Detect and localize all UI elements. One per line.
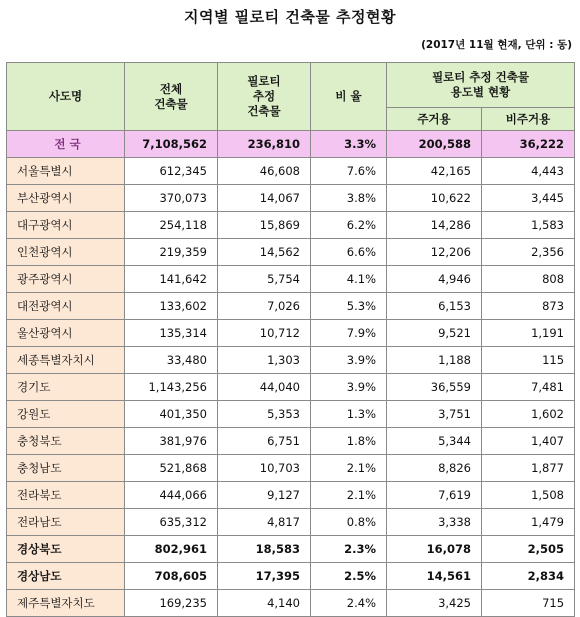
- header-ratio: 비 율: [311, 63, 387, 131]
- cell-nonresidential: 1,602: [482, 401, 575, 428]
- cell-total: 370,073: [125, 185, 218, 212]
- cell-nonresidential: 4,443: [482, 158, 575, 185]
- cell-total: 802,961: [125, 536, 218, 563]
- table-row: [7, 320, 575, 347]
- table-row: [7, 482, 575, 509]
- cell-total: 612,345: [125, 158, 218, 185]
- cell-region: 경상남도: [7, 563, 125, 590]
- cell-ratio: 1.3%: [311, 401, 387, 428]
- table-row: [7, 536, 575, 563]
- header-piloti-line2: 추정: [252, 89, 276, 103]
- cell-residential: 3,338: [387, 509, 482, 536]
- cell-total: 521,868: [125, 455, 218, 482]
- cell-residential: 3,751: [387, 401, 482, 428]
- cell-region: 충청북도: [7, 428, 125, 455]
- cell-piloti: 14,562: [218, 239, 311, 266]
- header-use: [387, 63, 575, 108]
- cell-ratio: 6.6%: [311, 239, 387, 266]
- unit-note: (2017년 11월 현재, 단위 : 동): [421, 39, 572, 51]
- cell-ratio: 3.9%: [311, 347, 387, 374]
- cell-ratio: 3.9%: [311, 374, 387, 401]
- total-residential: 200,588: [387, 131, 482, 158]
- cell-nonresidential: 2,505: [482, 536, 575, 563]
- cell-residential: 36,559: [387, 374, 482, 401]
- cell-region: 경상북도: [7, 536, 125, 563]
- total-row: [7, 131, 575, 158]
- cell-piloti: 1,303: [218, 347, 311, 374]
- cell-residential: 9,521: [387, 320, 482, 347]
- cell-ratio: 4.1%: [311, 266, 387, 293]
- cell-total: 635,312: [125, 509, 218, 536]
- cell-piloti: 15,869: [218, 212, 311, 239]
- cell-piloti: 7,026: [218, 293, 311, 320]
- table-row: [7, 428, 575, 455]
- cell-piloti: 4,140: [218, 590, 311, 617]
- cell-ratio: 2.4%: [311, 590, 387, 617]
- cell-nonresidential: 715: [482, 590, 575, 617]
- cell-total: 169,235: [125, 590, 218, 617]
- cell-region: 강원도: [7, 401, 125, 428]
- cell-residential: 6,153: [387, 293, 482, 320]
- cell-ratio: 2.3%: [311, 536, 387, 563]
- table-body: [7, 131, 575, 617]
- cell-nonresidential: 1,877: [482, 455, 575, 482]
- cell-total: 444,066: [125, 482, 218, 509]
- cell-ratio: 3.8%: [311, 185, 387, 212]
- total-region: 전 국: [7, 131, 125, 158]
- header-use-line1: 필로티 추정 건축물: [432, 70, 529, 84]
- cell-nonresidential: 115: [482, 347, 575, 374]
- table-row: [7, 455, 575, 482]
- cell-piloti: 46,608: [218, 158, 311, 185]
- header-total: [125, 63, 218, 131]
- cell-piloti: 18,583: [218, 536, 311, 563]
- cell-region: 인천광역시: [7, 239, 125, 266]
- cell-piloti: 5,353: [218, 401, 311, 428]
- cell-region: 제주특별자치도: [7, 590, 125, 617]
- cell-piloti: 9,127: [218, 482, 311, 509]
- cell-nonresidential: 3,445: [482, 185, 575, 212]
- header-piloti: [218, 63, 311, 131]
- cell-ratio: 7.6%: [311, 158, 387, 185]
- header-use-line2: 용도별 현황: [450, 85, 511, 99]
- cell-region: 충청남도: [7, 455, 125, 482]
- cell-region: 대구광역시: [7, 212, 125, 239]
- cell-nonresidential: 2,834: [482, 563, 575, 590]
- table-row: [7, 266, 575, 293]
- cell-ratio: 1.8%: [311, 428, 387, 455]
- total-piloti: 236,810: [218, 131, 311, 158]
- table-row: [7, 563, 575, 590]
- cell-ratio: 6.2%: [311, 212, 387, 239]
- cell-ratio: 2.1%: [311, 455, 387, 482]
- total-ratio: 3.3%: [311, 131, 387, 158]
- cell-nonresidential: 1,191: [482, 320, 575, 347]
- total-nonresidential: 36,222: [482, 131, 575, 158]
- cell-nonresidential: 2,356: [482, 239, 575, 266]
- cell-total: 219,359: [125, 239, 218, 266]
- table-row: [7, 212, 575, 239]
- cell-residential: 4,946: [387, 266, 482, 293]
- cell-region: 전라북도: [7, 482, 125, 509]
- cell-ratio: 2.1%: [311, 482, 387, 509]
- table-row: [7, 293, 575, 320]
- cell-region: 경기도: [7, 374, 125, 401]
- cell-piloti: 10,712: [218, 320, 311, 347]
- cell-ratio: 2.5%: [311, 563, 387, 590]
- table-row: [7, 374, 575, 401]
- cell-residential: 16,078: [387, 536, 482, 563]
- cell-residential: 42,165: [387, 158, 482, 185]
- cell-total: 708,605: [125, 563, 218, 590]
- cell-residential: 12,206: [387, 239, 482, 266]
- cell-residential: 14,286: [387, 212, 482, 239]
- cell-ratio: 7.9%: [311, 320, 387, 347]
- cell-nonresidential: 1,479: [482, 509, 575, 536]
- cell-region: 서울특별시: [7, 158, 125, 185]
- table-row: [7, 347, 575, 374]
- piloti-building-table: [6, 62, 575, 617]
- cell-total: 1,143,256: [125, 374, 218, 401]
- cell-total: 135,314: [125, 320, 218, 347]
- cell-piloti: 5,754: [218, 266, 311, 293]
- cell-region: 전라남도: [7, 509, 125, 536]
- cell-piloti: 10,703: [218, 455, 311, 482]
- table-row: [7, 158, 575, 185]
- header-region: 사도명: [7, 63, 125, 131]
- cell-nonresidential: 1,407: [482, 428, 575, 455]
- cell-residential: 3,425: [387, 590, 482, 617]
- table-row: [7, 239, 575, 266]
- cell-residential: 8,826: [387, 455, 482, 482]
- header-total-line2: 건축물: [154, 96, 188, 111]
- cell-piloti: 14,067: [218, 185, 311, 212]
- cell-residential: 1,188: [387, 347, 482, 374]
- cell-residential: 7,619: [387, 482, 482, 509]
- table-row: [7, 185, 575, 212]
- cell-nonresidential: 873: [482, 293, 575, 320]
- table-row: [7, 401, 575, 428]
- header-piloti-line1: 필로티: [247, 74, 281, 88]
- header-residential: 주거용: [387, 108, 482, 131]
- cell-nonresidential: 1,508: [482, 482, 575, 509]
- cell-region: 광주광역시: [7, 266, 125, 293]
- cell-piloti: 17,395: [218, 563, 311, 590]
- table-row: [7, 590, 575, 617]
- cell-nonresidential: 1,583: [482, 212, 575, 239]
- cell-piloti: 44,040: [218, 374, 311, 401]
- header-nonresidential: 비주거용: [482, 108, 575, 131]
- cell-residential: 14,561: [387, 563, 482, 590]
- cell-nonresidential: 7,481: [482, 374, 575, 401]
- cell-region: 부산광역시: [7, 185, 125, 212]
- cell-total: 254,118: [125, 212, 218, 239]
- cell-piloti: 4,817: [218, 509, 311, 536]
- cell-ratio: 5.3%: [311, 293, 387, 320]
- cell-region: 대전광역시: [7, 293, 125, 320]
- cell-total: 133,602: [125, 293, 218, 320]
- cell-residential: 10,622: [387, 185, 482, 212]
- page-title: 지역별 필로티 건축물 추정현황: [183, 8, 397, 26]
- cell-piloti: 6,751: [218, 428, 311, 455]
- cell-total: 381,976: [125, 428, 218, 455]
- cell-region: 세종특별자치시: [7, 347, 125, 374]
- cell-nonresidential: 808: [482, 266, 575, 293]
- cell-total: 141,642: [125, 266, 218, 293]
- cell-total: 33,480: [125, 347, 218, 374]
- header-piloti-line3: 건축물: [247, 104, 281, 118]
- header-total-line1: 전체: [159, 81, 183, 96]
- cell-total: 401,350: [125, 401, 218, 428]
- cell-region: 울산광역시: [7, 320, 125, 347]
- table-row: [7, 509, 575, 536]
- total-all: 7,108,562: [125, 131, 218, 158]
- cell-ratio: 0.8%: [311, 509, 387, 536]
- cell-residential: 5,344: [387, 428, 482, 455]
